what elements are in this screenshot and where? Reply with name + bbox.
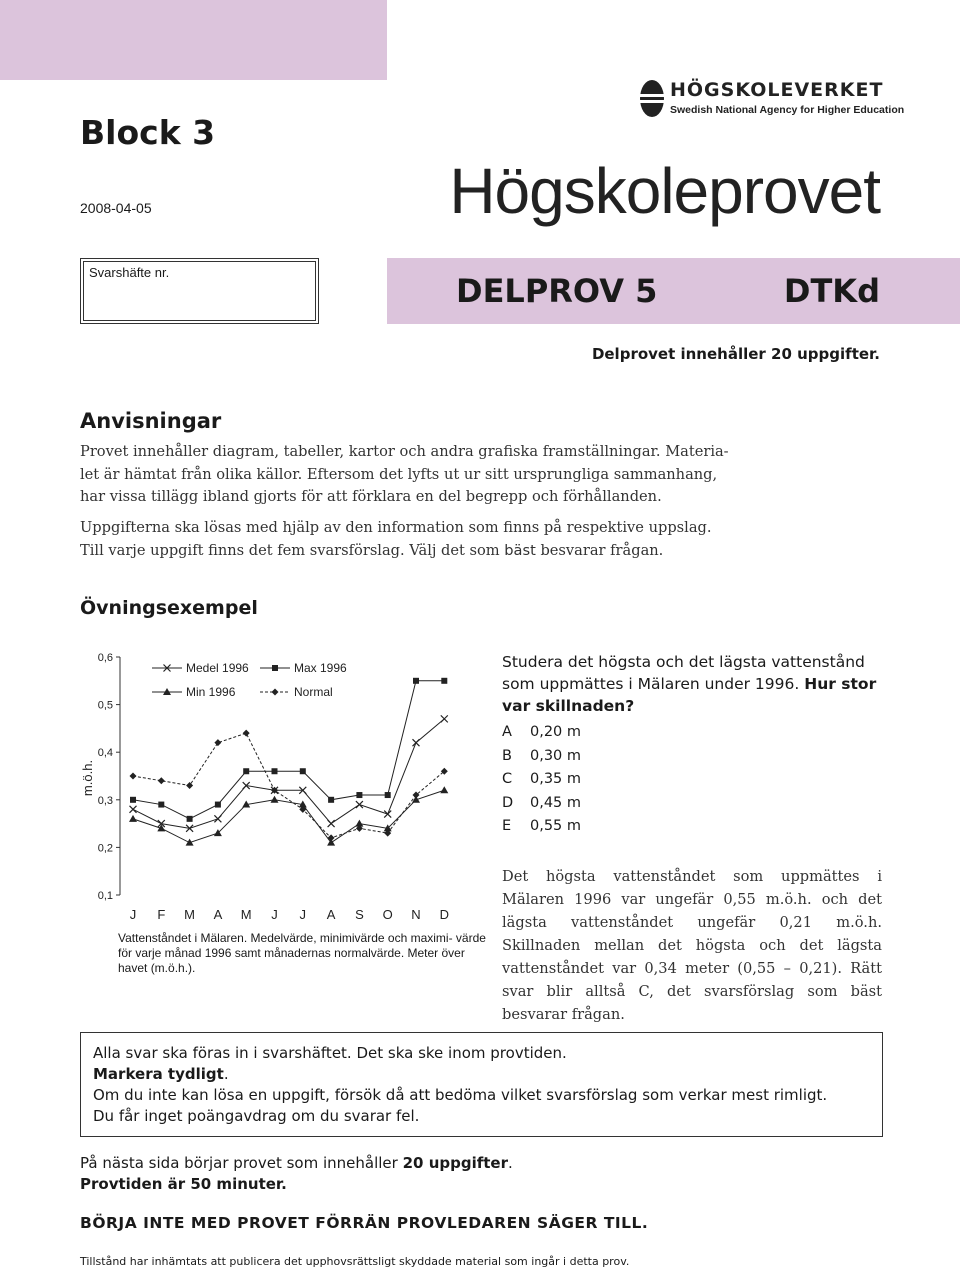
x-tick-label: M: [184, 907, 196, 922]
series-line-max-1996: [133, 681, 444, 819]
page-title: Högskoleprovet: [449, 155, 880, 227]
data-point-max-1996: [243, 768, 249, 774]
option-letter: B: [502, 747, 512, 764]
x-tick-label: J: [299, 907, 307, 922]
answer-booklet-number-field[interactable]: [80, 258, 319, 324]
data-point-medel-1996: [130, 806, 137, 813]
y-tick-label: 0,2: [97, 842, 113, 855]
instructions-paragraph-1: [80, 441, 890, 509]
data-point-medel-1996: [356, 801, 363, 808]
data-point-normal: [214, 739, 221, 746]
data-point-max-1996: [130, 797, 136, 803]
x-tick-label: J: [129, 907, 137, 922]
delprov-code: DTKd: [783, 272, 880, 310]
instructions-line: Provet innehåller diagram, tabeller, kartor och andra grafiska framställningar. Materia-: [80, 443, 729, 460]
answer-options: [502, 724, 581, 842]
data-point-medel-1996: [214, 815, 221, 822]
data-point-max-1996: [441, 678, 447, 684]
answer-option-a[interactable]: [502, 724, 581, 748]
x-tick-label: F: [157, 907, 166, 922]
data-point-max-1996: [328, 797, 334, 803]
option-letter: A: [502, 724, 512, 740]
series-line-min-1996: [133, 790, 444, 842]
y-tick-label: 0,4: [97, 747, 113, 760]
answer-option-c[interactable]: [502, 771, 581, 795]
data-point-normal: [328, 834, 335, 841]
answer-option-d[interactable]: [502, 795, 581, 819]
option-letter: E: [502, 818, 512, 834]
next-page-note: [80, 1153, 513, 1195]
example-heading: Övningsexempel: [80, 597, 258, 619]
y-tick-label: 0,1: [97, 890, 113, 902]
option-letter: C: [502, 771, 513, 787]
data-point-max-1996: [385, 792, 391, 798]
legend-label-min-1996: Min 1996: [186, 685, 236, 699]
logo-mark-icon: [640, 80, 664, 117]
next-page-text: .: [508, 1154, 513, 1172]
delprov-title: DELPROV 5: [456, 272, 658, 310]
data-point-min-1996: [440, 786, 448, 793]
x-tick-label: A: [326, 907, 336, 922]
series-line-medel-1996: [133, 719, 444, 828]
instructions-text: besvarar frågan.: [535, 541, 664, 559]
exam-date: 2008-04-05: [80, 200, 152, 216]
x-tick-label: S: [355, 907, 364, 922]
data-point-medel-1996: [328, 820, 335, 827]
emphasis-word: bäst: [504, 541, 536, 559]
next-page-emphasis: 20 uppgifter: [402, 1154, 508, 1172]
instructions-line: Uppgifterna ska lösas med hjälp av den information som finns på respektive uppslag.: [80, 519, 712, 536]
notice-line: Alla svar ska föras in i svarshäftet. Det ska ske inom provtiden.: [93, 1044, 567, 1062]
data-point-max-1996: [413, 678, 419, 684]
notice-emphasis: Markera tydligt: [93, 1065, 224, 1083]
answer-booklet-label: Svarshäfte nr.: [89, 265, 170, 280]
question-text: Studera det högsta och det lägsta vattenstånd som uppmättes i Mälaren under 1996.: [502, 653, 865, 693]
time-limit: Provtiden är 50 minuter.: [80, 1175, 287, 1193]
option-text: 0,20 m: [530, 724, 582, 740]
do-not-start-warning: BÖRJA INTE MED PROVET FÖRRÄN PROVLEDAREN SÄGER TILL.: [80, 1214, 649, 1232]
data-point-normal: [130, 773, 137, 780]
notice-line: Om du inte kan lösa en uppgift, försök då att bedöma vilket svarsförslag som verkar mest rimligt.: [93, 1086, 828, 1104]
instructions-text: Till varje uppgift finns det fem svarsförslag. Välj det som: [80, 541, 505, 559]
x-tick-label: A: [213, 907, 223, 922]
question-emphasis: Hur stor var skillnaden?: [502, 675, 877, 715]
notice-line: [93, 1064, 827, 1085]
instructions-heading: Anvisningar: [80, 409, 222, 433]
data-point-min-1996: [271, 796, 279, 803]
y-tick-label: 0,5: [97, 699, 113, 712]
answer-option-b[interactable]: [502, 748, 581, 772]
notice-line: Du får inget poängavdrag om du svarar fel.: [93, 1107, 420, 1125]
option-text: 0,30 m: [530, 747, 582, 764]
data-point-max-1996: [300, 768, 306, 774]
x-tick-label: M: [240, 907, 252, 922]
y-tick-label: 0,3: [97, 794, 113, 807]
data-point-medel-1996: [441, 715, 448, 722]
notice-text: .: [223, 1065, 229, 1083]
answer-option-e[interactable]: [502, 818, 581, 842]
option-text: 0,55 m: [530, 818, 582, 834]
instructions-line: har vissa tillägg ibland gjorts för att förklara en del begrepp och förhållanden.: [80, 488, 662, 505]
legend-label-normal: Normal: [294, 685, 333, 699]
next-page-line: [80, 1153, 513, 1174]
task-count-note: Delprovet innehåller 20 uppgifter.: [591, 345, 880, 363]
data-point-max-1996: [215, 802, 221, 808]
example-explanation: Det högsta vattenståndet som uppmättes i Mälaren 1996 var ungefär 0,55 m.ö.h. och det lägsta vattenståndet ungefär 0,21 m.ö.h. Skillnaden mellan det högsta och det lägsta vattenståndet var 0,34 meter (0,55 – 0,21). Rätt svar blir alltså C, det svarsförslag som bäst besvarar frågan.: [502, 868, 882, 1023]
legend-marker-max-1996: [272, 665, 278, 671]
notice-box: [80, 1032, 883, 1137]
option-text: 0,45 m: [530, 794, 582, 811]
logo-subtitle: Swedish National Agency for Higher Education: [670, 104, 905, 116]
data-point-medel-1996: [384, 811, 391, 818]
series-line-normal: [133, 733, 444, 838]
data-point-normal: [186, 782, 193, 789]
data-point-max-1996: [272, 768, 278, 774]
example-question: [502, 651, 882, 717]
data-point-max-1996: [187, 816, 193, 822]
instructions-paragraph-2: [80, 517, 890, 562]
legend-marker-normal: [272, 689, 279, 696]
next-page-text: På nästa sida börjar provet som innehåller: [80, 1154, 403, 1172]
instructions-line: let är hämtat från olika källor. Eftersom det lyfts ut ur sitt ursprungliga sammanhang,: [80, 465, 718, 483]
y-axis-label: m.ö.h.: [80, 759, 95, 797]
top-color-band: [0, 0, 387, 80]
data-point-max-1996: [158, 802, 164, 808]
data-point-normal: [243, 730, 250, 737]
logo-name: HÖGSKOLEVERKET: [670, 79, 884, 101]
option-text: 0,35 m: [530, 771, 582, 787]
data-point-max-1996: [356, 792, 362, 798]
instructions-line: [80, 540, 890, 563]
data-point-normal: [158, 777, 165, 784]
copyright-note: Tillstånd har inhämtats att publicera det upphovsrättsligt skyddade material som ingår i detta prov.: [80, 1255, 630, 1268]
hogskoleverket-logo: [640, 79, 905, 126]
legend-label-medel-1996: Medel 1996: [186, 661, 249, 675]
x-tick-label: D: [439, 907, 449, 922]
water-level-chart: [70, 640, 480, 930]
x-tick-label: J: [271, 907, 278, 922]
data-point-min-1996: [129, 815, 137, 822]
x-tick-label: O: [382, 907, 393, 922]
block-title: Block 3: [80, 113, 216, 152]
data-point-medel-1996: [413, 739, 420, 746]
x-tick-label: N: [411, 907, 421, 922]
legend-label-max-1996: Max 1996: [294, 661, 347, 675]
option-letter: D: [502, 794, 514, 811]
y-tick-label: 0,6: [97, 652, 113, 664]
chart-caption: Vattenståndet i Mälaren. Medelvärde, minimivärde och maximi- värde för varje månad 1996 samt månadernas normalvärde. Meter över havet (m.ö.h.).: [118, 931, 486, 975]
